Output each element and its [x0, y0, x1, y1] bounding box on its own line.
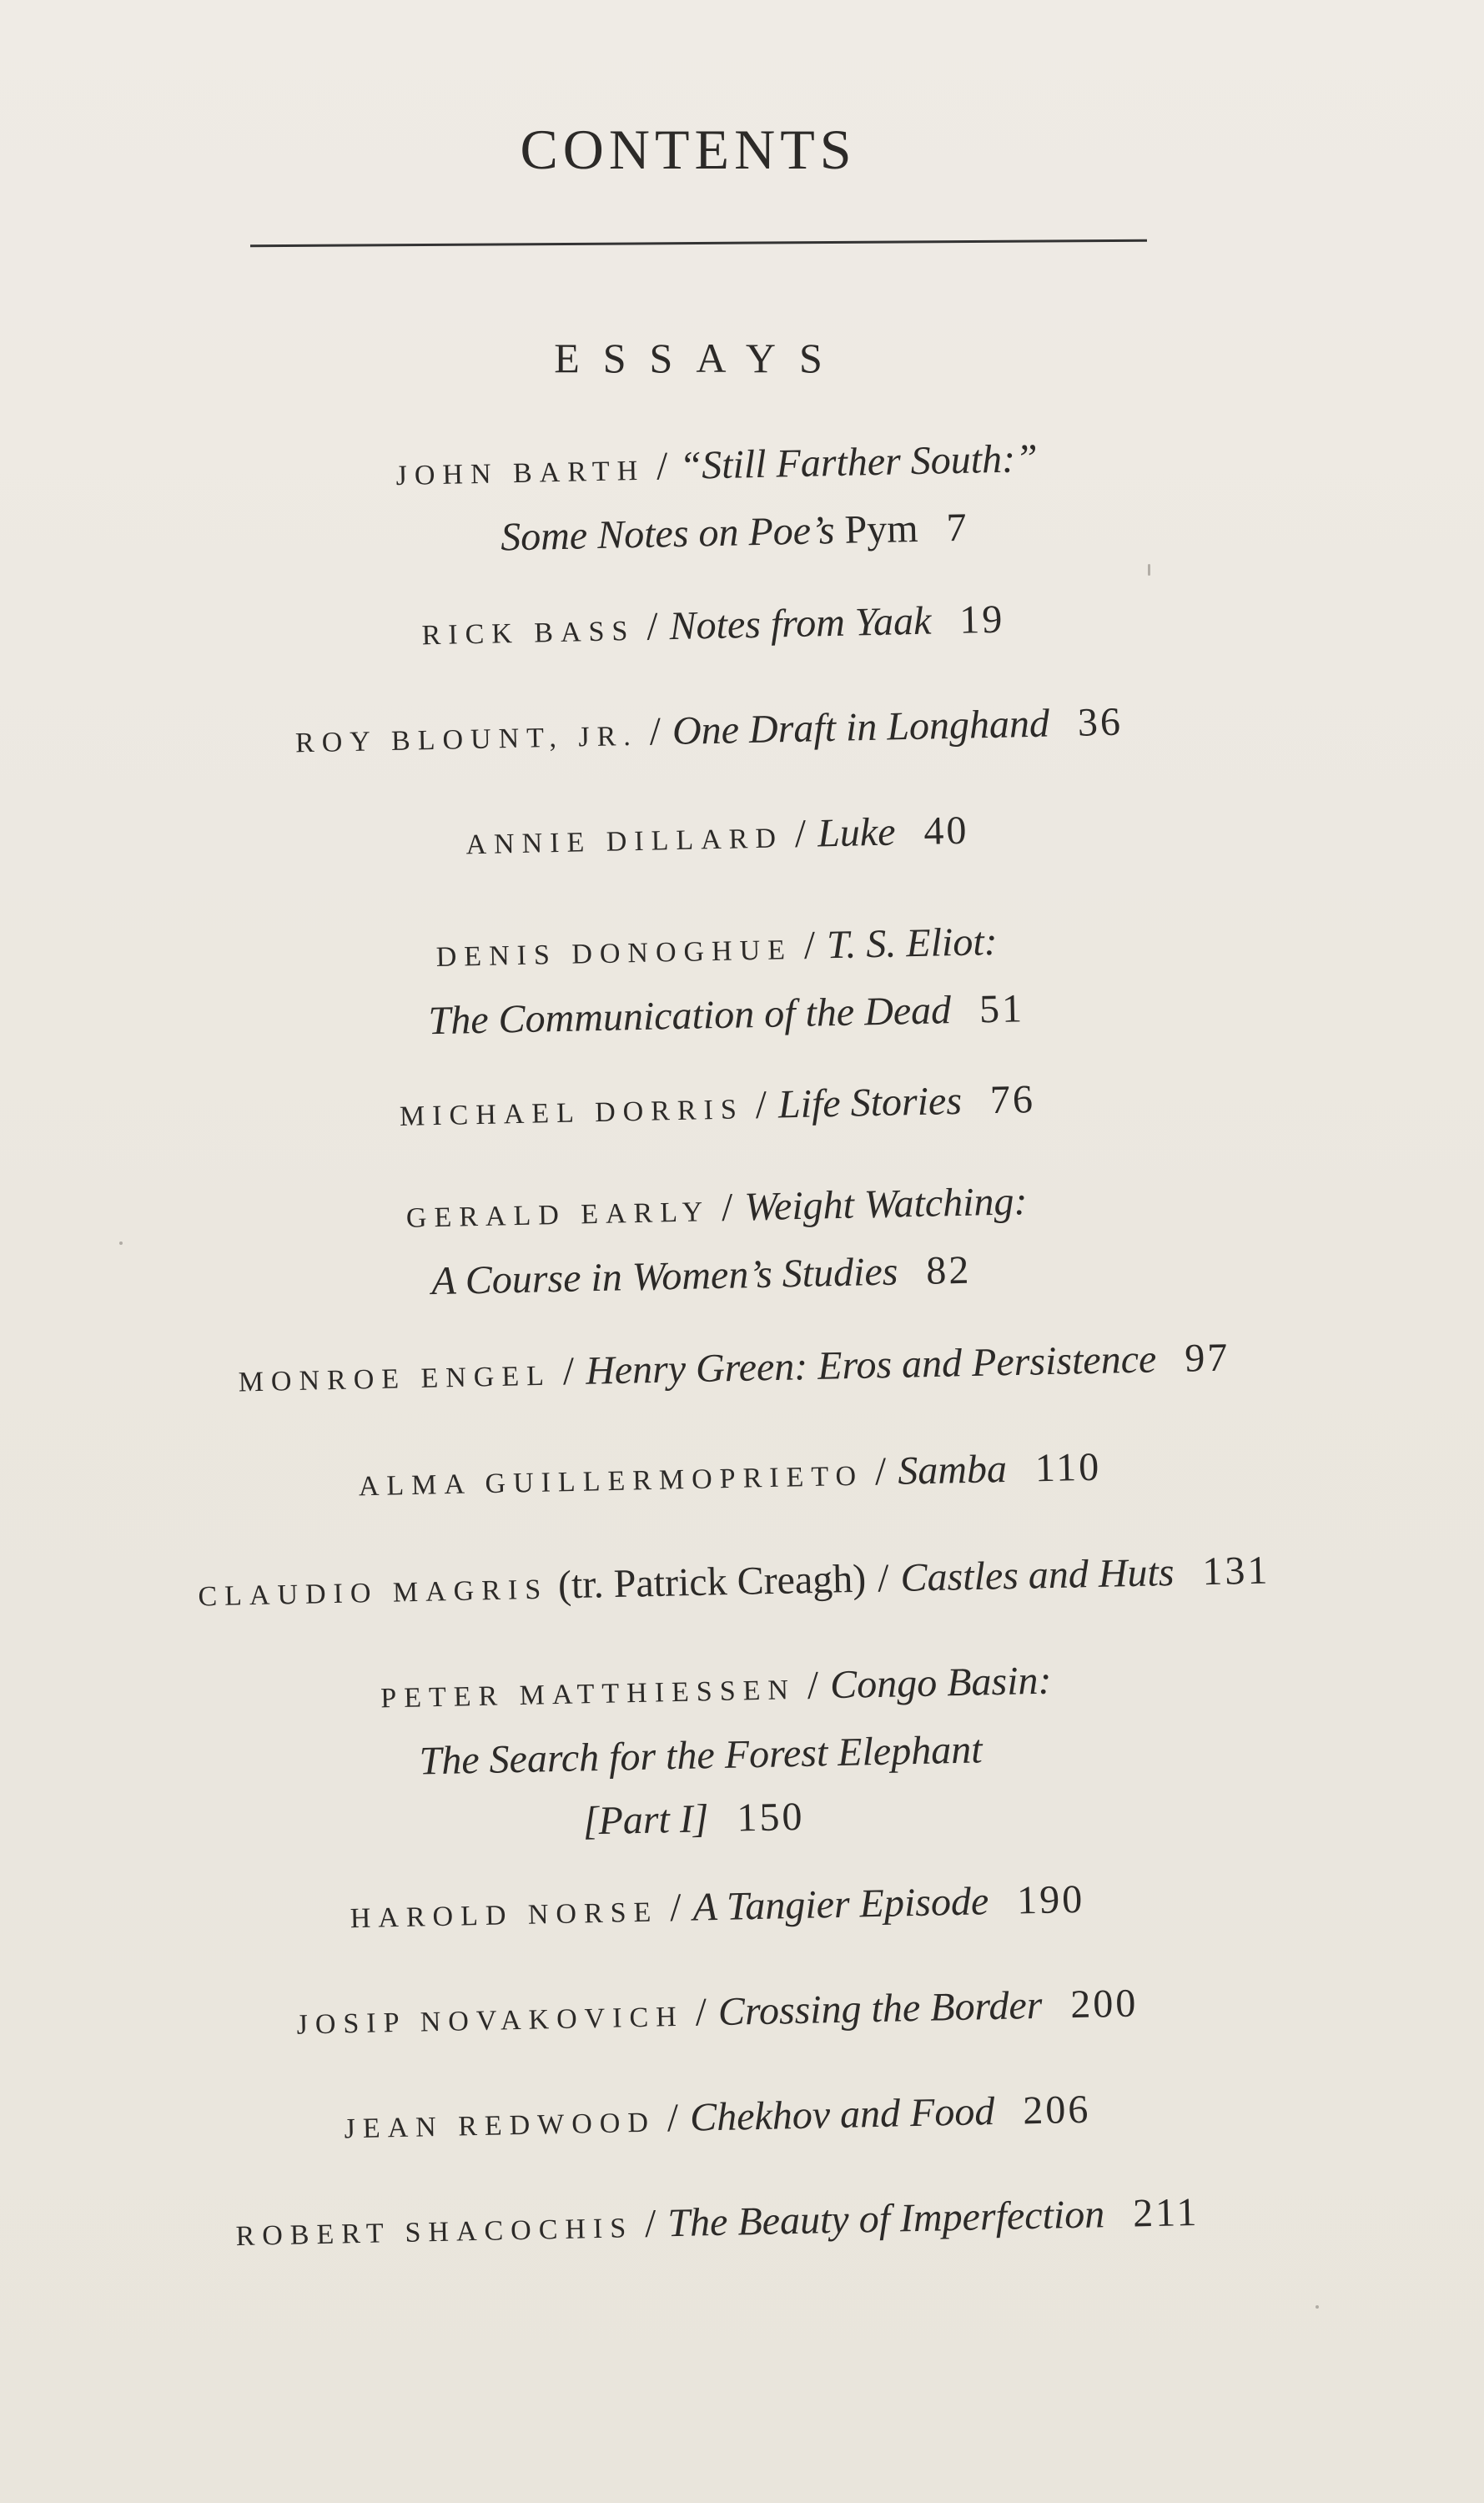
entry-page-number: 51 — [978, 986, 1025, 1032]
entry-author: PETER MATTHIESSEN — [380, 1675, 797, 1715]
entry-title: Henry Green: Eros and Persistence — [585, 1337, 1157, 1393]
entry-author: CLAUDIO MAGRIS — [198, 1574, 549, 1613]
entry-page-number: 19 — [958, 597, 1005, 642]
entry-page-number: 76 — [989, 1077, 1036, 1123]
entry-title: Crossing the Border — [717, 1982, 1043, 2034]
entry-title: Weight Watching: — [743, 1179, 1028, 1230]
entry-title-line3: [Part I] — [582, 1796, 710, 1844]
entry-separator: / — [807, 1663, 819, 1708]
entry-separator: / — [667, 2095, 679, 2141]
entry-page-number: 206 — [1022, 2087, 1091, 2133]
entry-title-line2: The Search for the Forest Elephant — [419, 1727, 983, 1784]
entry-title: One Draft in Longhand — [672, 701, 1050, 753]
entry-page-number: 150 — [736, 1794, 806, 1841]
toc-entry-donoghue — [0, 901, 1436, 1062]
entry-page-number: 110 — [1034, 1444, 1102, 1491]
entry-page-number: 40 — [923, 808, 969, 854]
entry-page-number: 200 — [1069, 1981, 1139, 2027]
entry-title-line2: Some Notes on Poe’s — [500, 508, 836, 560]
entry-author: JEAN REDWOOD — [344, 2107, 656, 2145]
entry-separator: / — [562, 1349, 575, 1394]
entry-page-number: 97 — [1184, 1335, 1230, 1381]
paper-speck — [119, 1241, 123, 1245]
entry-separator: / — [695, 1990, 707, 2035]
entry-separator: / — [649, 709, 662, 754]
toc-entry-norse — [0, 1861, 1436, 1958]
toc-entry-magris — [0, 1535, 1469, 1634]
heading-rule — [250, 239, 1147, 248]
entry-title: Congo Basin: — [829, 1658, 1053, 1708]
entry-separator: / — [721, 1185, 733, 1230]
entry-author: MICHAEL DORRIS — [399, 1094, 745, 1132]
entry-separator: / — [794, 811, 807, 857]
entry-title: Life Stories — [777, 1078, 963, 1127]
entry-author: MONROE ENGEL — [238, 1360, 552, 1398]
paper-speck — [1315, 2305, 1319, 2309]
entry-author: ROBERT SHACOCHIS — [235, 2213, 634, 2253]
toc-entry-dorris — [0, 1060, 1436, 1157]
toc-entry-barth — [0, 419, 1436, 580]
entry-separator: / — [656, 444, 668, 489]
entry-separator: / — [755, 1082, 767, 1128]
entry-translator-note: (tr. Patrick Creagh) — [557, 1556, 867, 1608]
entry-separator: / — [803, 923, 816, 968]
paper-speck — [1148, 564, 1150, 576]
entry-separator: / — [646, 604, 659, 649]
entry-separator: / — [874, 1449, 887, 1494]
entry-author: GERALD EARLY — [405, 1196, 711, 1234]
entry-author: HAROLD NORSE — [350, 1896, 659, 1935]
entry-author: ALMA GUILLERMOPRIETO — [358, 1460, 864, 1503]
entry-title: The Beauty of Imperfection — [667, 2192, 1105, 2246]
entry-title-line2: The Communication of the Dead — [428, 988, 952, 1044]
entry-author: JOSIP NOVAKOVICH — [296, 2001, 685, 2041]
entry-page-number: 131 — [1201, 1548, 1271, 1594]
entry-page-number: 36 — [1077, 699, 1124, 745]
toc-entry-shacochis — [0, 2176, 1436, 2274]
toc-entry-novakovich — [0, 1966, 1436, 2063]
toc-entry-engel — [0, 1322, 1469, 1420]
contents-heading: CONTENTS — [520, 118, 857, 181]
entry-page-number: 7 — [945, 505, 970, 551]
entry-title: Chekhov and Food — [689, 2089, 995, 2140]
toc-entry-redwood — [0, 2071, 1436, 2168]
entry-separator: / — [644, 2201, 656, 2246]
entry-author: ROY BLOUNT, JR. — [294, 720, 639, 759]
entry-title: T. S. Eliot: — [826, 919, 999, 968]
entry-title: Castles and Huts — [899, 1549, 1175, 1600]
entry-author: RICK BASS — [421, 615, 636, 652]
entry-page-number: 211 — [1132, 2189, 1200, 2236]
entry-title: “Still Farther South:” — [678, 436, 1039, 488]
entry-author: DENIS DONOGHUE — [435, 934, 793, 974]
entry-title: Samba — [897, 1447, 1008, 1493]
entry-author: JOHN BARTH — [395, 455, 646, 492]
section-heading: ESSAYS — [554, 335, 846, 381]
entry-page-number: 82 — [925, 1247, 972, 1293]
toc-entry-guillermoprieto — [0, 1428, 1461, 1527]
toc-entry-matthiessen — [0, 1641, 1436, 1866]
entry-separator: / — [877, 1556, 890, 1601]
entry-separator: / — [669, 1885, 682, 1931]
toc-entry-early — [0, 1161, 1436, 1322]
toc-entry-dillard — [0, 789, 1436, 887]
entry-title: Notes from Yaak — [669, 598, 932, 649]
toc-entry-blount — [0, 684, 1419, 782]
entry-title: Luke — [817, 809, 896, 856]
toc-entry-bass — [0, 579, 1427, 677]
entry-title: A Tangier Episode — [692, 1879, 989, 1930]
entry-author: ANNIE DILLARD — [465, 823, 784, 861]
entry-title-plain: Pym — [843, 506, 919, 552]
entry-page-number: 190 — [1016, 1876, 1085, 1923]
entry-title-line2: A Course in Women’s Studies — [430, 1249, 898, 1304]
